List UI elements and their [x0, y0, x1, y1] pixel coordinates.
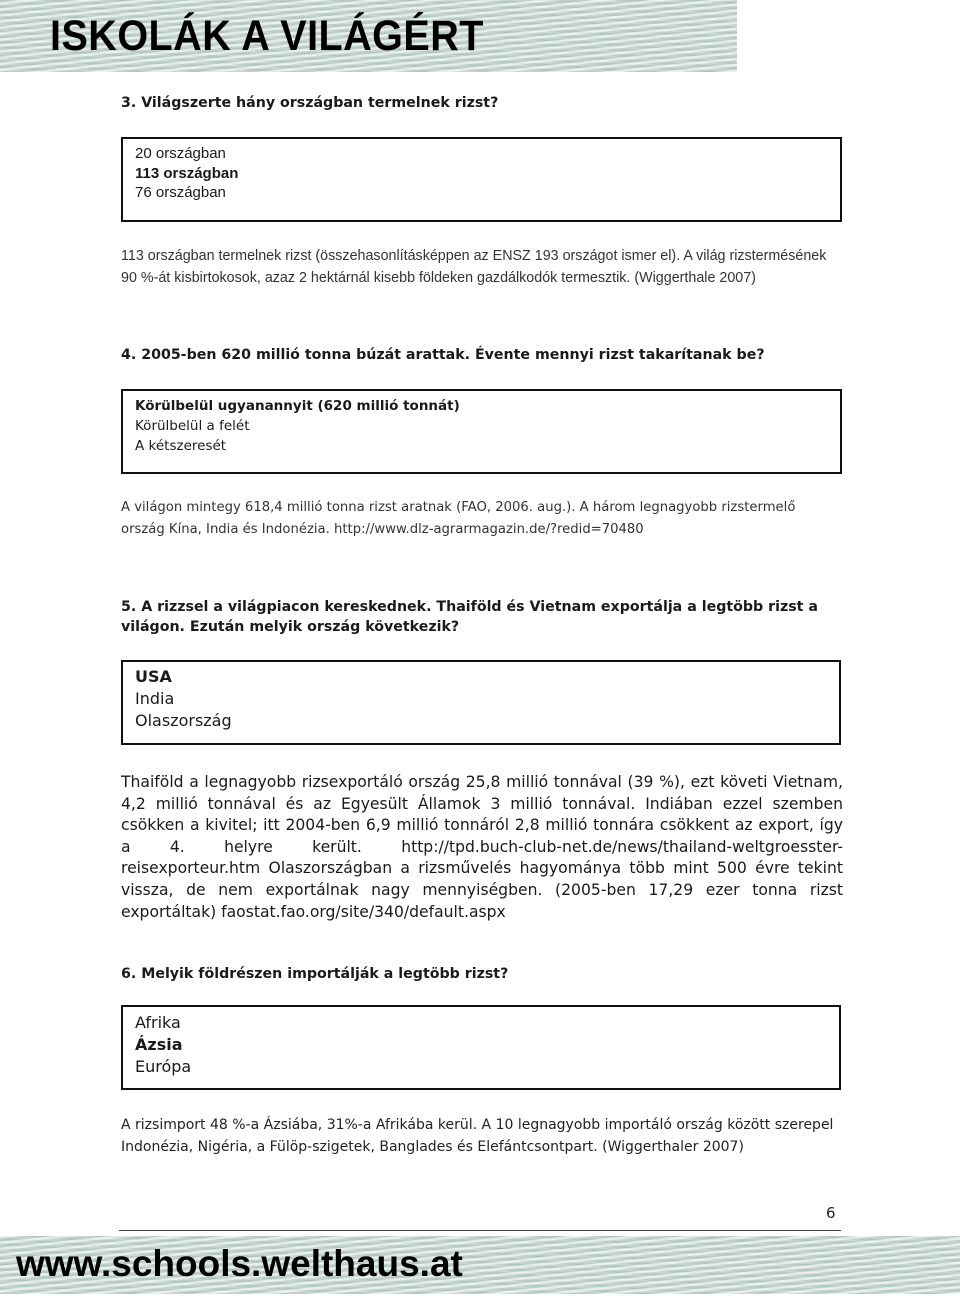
- answer-box-6: [121, 1005, 841, 1090]
- answer-option: Afrika: [135, 1013, 181, 1032]
- page-number: 6: [826, 1204, 836, 1222]
- page-title: ISKOLÁK A VILÁGÉRT: [50, 12, 484, 60]
- header-banner: [0, 0, 737, 72]
- answer-box-4: [121, 389, 842, 474]
- answer-box-5: [121, 660, 841, 745]
- answer-option-correct: Körülbelül ugyanannyit (620 millió tonnát): [135, 398, 460, 414]
- answer-option: Olaszország: [135, 711, 232, 730]
- explanation-5: Thaiföld a legnagyobb rizsexportáló ország 25,8 millió tonnával (39 %), ezt követi Vietnam, 4,2 millió tonnával és az Egyesült Államok 3 millió tonnával. Indiában ezzel szemben csökken a kivitel; itt 2004-ben 6,9 millió tonnáról 2,8 millió tonnára csökkent az export, így a 4. helyre került. http://tpd.buch-club-net.de/news/thailand-weltgroesster-reisexporteur.htm Olaszországban a rizsművelés hagyománya több mint 500 évre tekint vissza, de nem exportálnak nagy mennyiségben. (2005-ben 17,29 ezer tonna rizst exportáltak) faostat.fao.org/site/340/default.aspx: [121, 773, 843, 921]
- answer-option-correct: 113 országban: [135, 164, 239, 182]
- answer-box-3: [121, 137, 842, 222]
- explanation-4: A világon mintegy 618,4 millió tonna rizst aratnak (FAO, 2006. aug.). A három legnagyobb rizstermelő ország Kína, India és Indonézia. http://www.dlz-agrarmagazin.de/?redid=70480: [121, 500, 796, 537]
- footer-divider: [119, 1230, 841, 1231]
- explanation-6: A rizsimport 48 %-a Ázsiába, 31%-a Afrikába kerül. A 10 legnagyobb importáló ország között szerepel Indonézia, Nigéria, a Fülöp-szigetek, Banglades és Elefántcsontpart. (Wiggerthaler 2007): [121, 1117, 834, 1155]
- answer-option-correct: Ázsia: [135, 1035, 183, 1054]
- answer-option-correct: USA: [135, 667, 172, 686]
- answer-option: India: [135, 689, 175, 708]
- answer-option: 76 országban: [135, 184, 226, 201]
- answer-option: Körülbelül a felét: [135, 418, 250, 434]
- answer-option: A kétszeresét: [135, 438, 227, 454]
- question-6: 6. Melyik földrészen importálják a legtöbb rizst?: [121, 966, 509, 982]
- question-3: 3. Világszerte hány országban termelnek rizst?: [121, 95, 499, 111]
- footer-banner: [0, 1236, 960, 1294]
- answer-option: 20 országban: [135, 145, 226, 162]
- website-url: www.schools.welthaus.at: [16, 1243, 463, 1284]
- question-4: 4. 2005-ben 620 millió tonna búzát arattak. Évente mennyi rizst takarítanak be?: [121, 347, 765, 363]
- explanation-3: 113 országban termelnek rizst (összehasonlításképpen az ENSZ 193 országot ismer el). A világ rizstermésének 90 %-át kisbirtokosok, azaz 2 hektárnál kisebb földeken gazdálkodók termesztik. (Wiggerthale 2007): [121, 248, 827, 286]
- answer-option: Európa: [135, 1057, 192, 1076]
- question-5: 5. A rizzsel a világpiacon kereskednek. Thaiföld és Vietnam exportálja a legtöbb rizst a világon. Ezután melyik ország következik?: [121, 599, 818, 635]
